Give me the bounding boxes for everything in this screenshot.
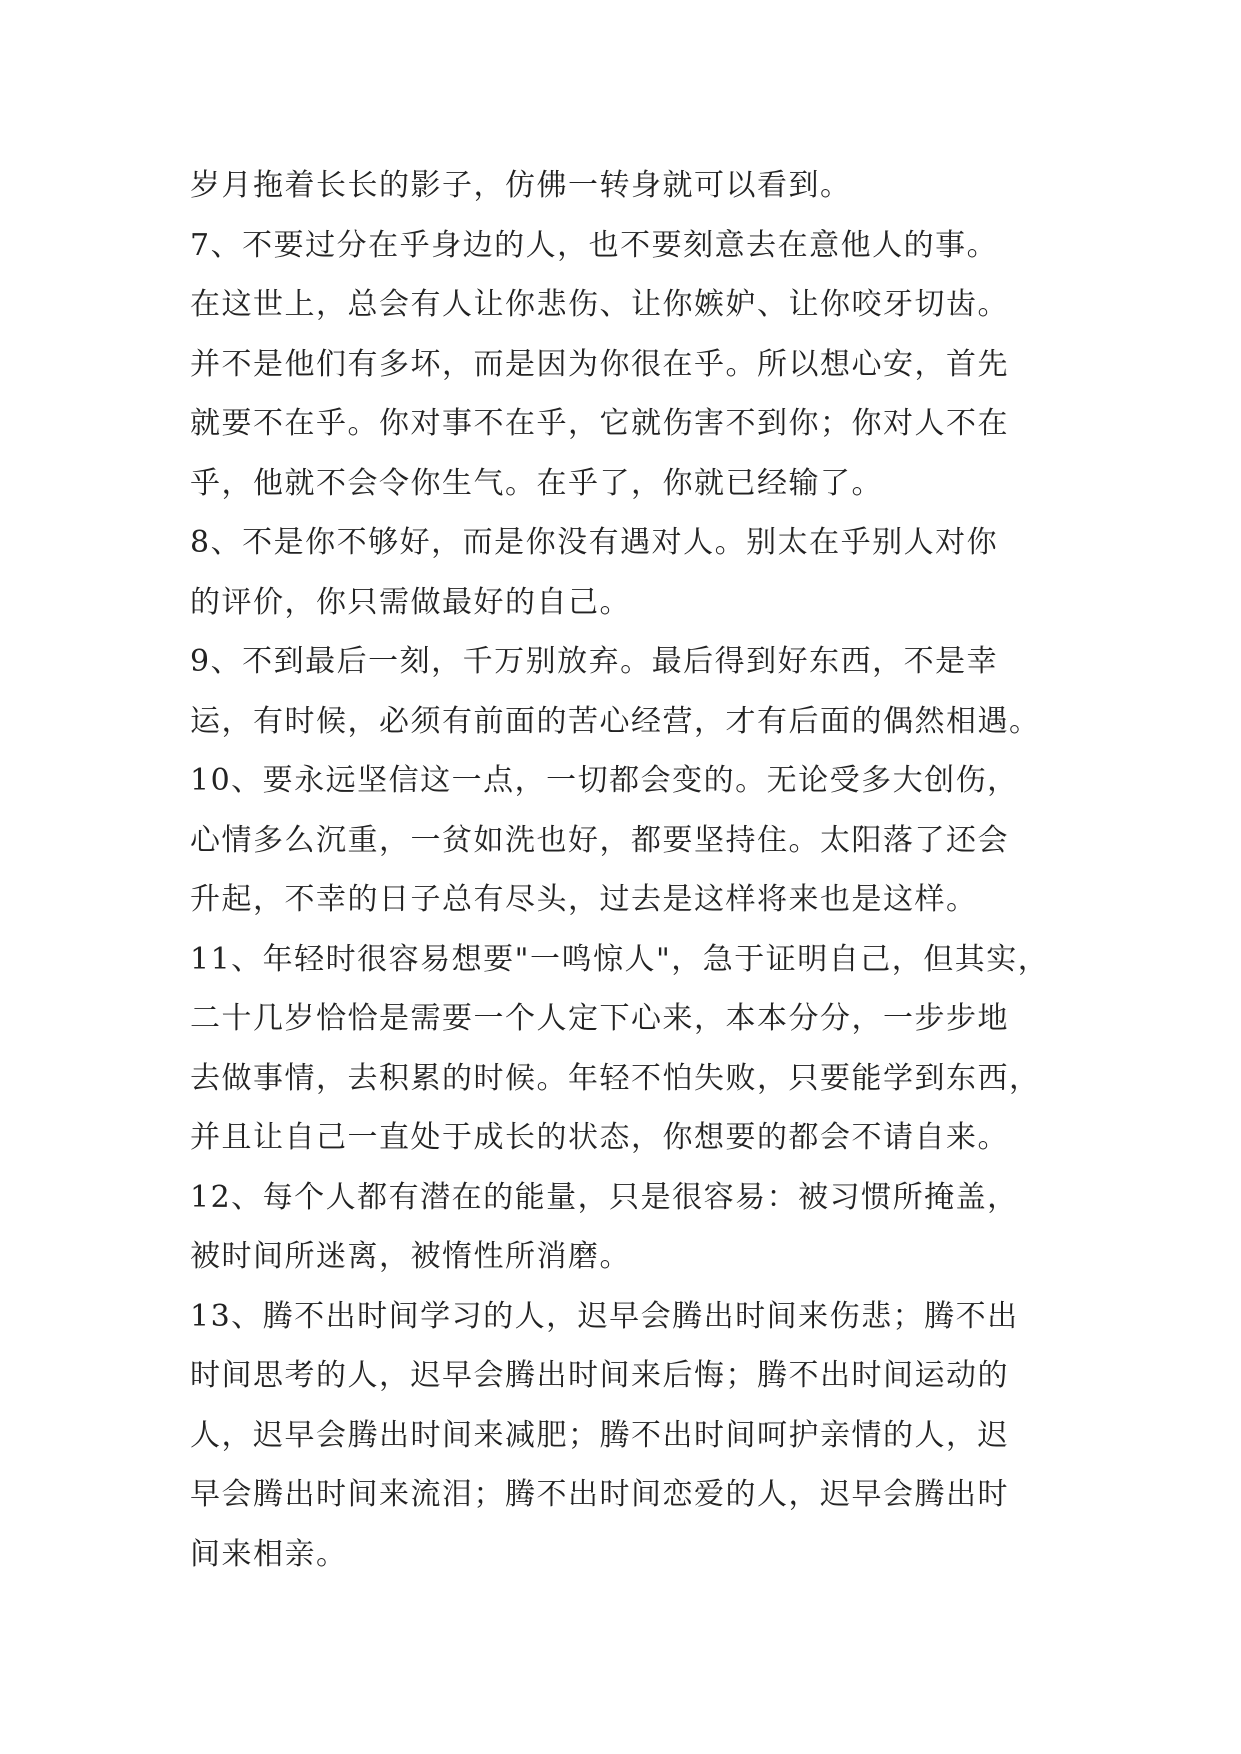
text-line: 早会腾出时间来流泪；腾不出时间恋爱的人，迟早会腾出时 xyxy=(190,1477,1009,1512)
text-line: 12、每个人都有潜在的能量，只是很容易：被习惯所掩盖， xyxy=(190,1179,1019,1215)
text-line: 升起，不幸的日子总有尽头，过去是这样将来也是这样。 xyxy=(190,882,978,917)
text-line: 10、要永远坚信这一点，一切都会变的。无论受多大创伤， xyxy=(190,763,1019,798)
text-line: 去做事情，去积累的时候。年轻不怕失败，只要能学到东西， xyxy=(190,1060,1041,1096)
text-line: 7、不要过分在乎身边的人，也不要刻意去在意他人的事。 xyxy=(190,227,999,263)
text-line: 人，迟早会腾出时间来减肥；腾不出时间呵护亲情的人，迟 xyxy=(190,1417,1009,1453)
text-line: 心情多么沉重，一贫如洗也好，都要坚持住。太阳落了还会 xyxy=(190,822,1009,858)
document-page xyxy=(190,156,1070,1584)
text-line: 并不是他们有多坏，而是因为你很在乎。所以想心安，首先 xyxy=(190,346,1009,382)
text-line: 9、不到最后一刻，千万别放弃。最后得到好东西，不是幸 xyxy=(190,644,999,679)
text-line: 的评价，你只需做最好的自己。 xyxy=(190,584,631,620)
text-line: 时间思考的人，迟早会腾出时间来后悔；腾不出时间运动的 xyxy=(190,1358,1009,1393)
text-line: 乎，他就不会令你生气。在乎了，你就已经输了。 xyxy=(190,465,883,501)
text-line: 二十几岁恰恰是需要一个人定下心来，本本分分，一步步地 xyxy=(190,1001,1009,1036)
text-line: 被时间所迷离，被惰性所消磨。 xyxy=(190,1239,631,1274)
text-line: 11、年轻时很容易想要"一鸣惊人"，急于证明自己，但其实， xyxy=(190,941,1050,977)
text-line: 在这世上，总会有人让你悲伤、让你嫉妒、让你咬牙切齿。 xyxy=(190,287,1009,322)
text-line: 并且让自己一直处于成长的状态，你想要的都会不请自来。 xyxy=(190,1120,1009,1155)
text-line: 就要不在乎。你对事不在乎，它就伤害不到你；你对人不在 xyxy=(190,406,1009,441)
text-line: 运，有时候，必须有前面的苦心经营，才有后面的偶然相遇。 xyxy=(190,703,1041,739)
text-line: 8、不是你不够好，而是你没有遇对人。别太在乎别人对你 xyxy=(190,525,999,560)
text-line: 岁月拖着长长的影子，仿佛一转身就可以看到。 xyxy=(190,168,852,203)
text-line: 间来相亲。 xyxy=(190,1536,348,1572)
text-line: 13、腾不出时间学习的人，迟早会腾出时间来伤悲；腾不出 xyxy=(190,1298,1019,1334)
